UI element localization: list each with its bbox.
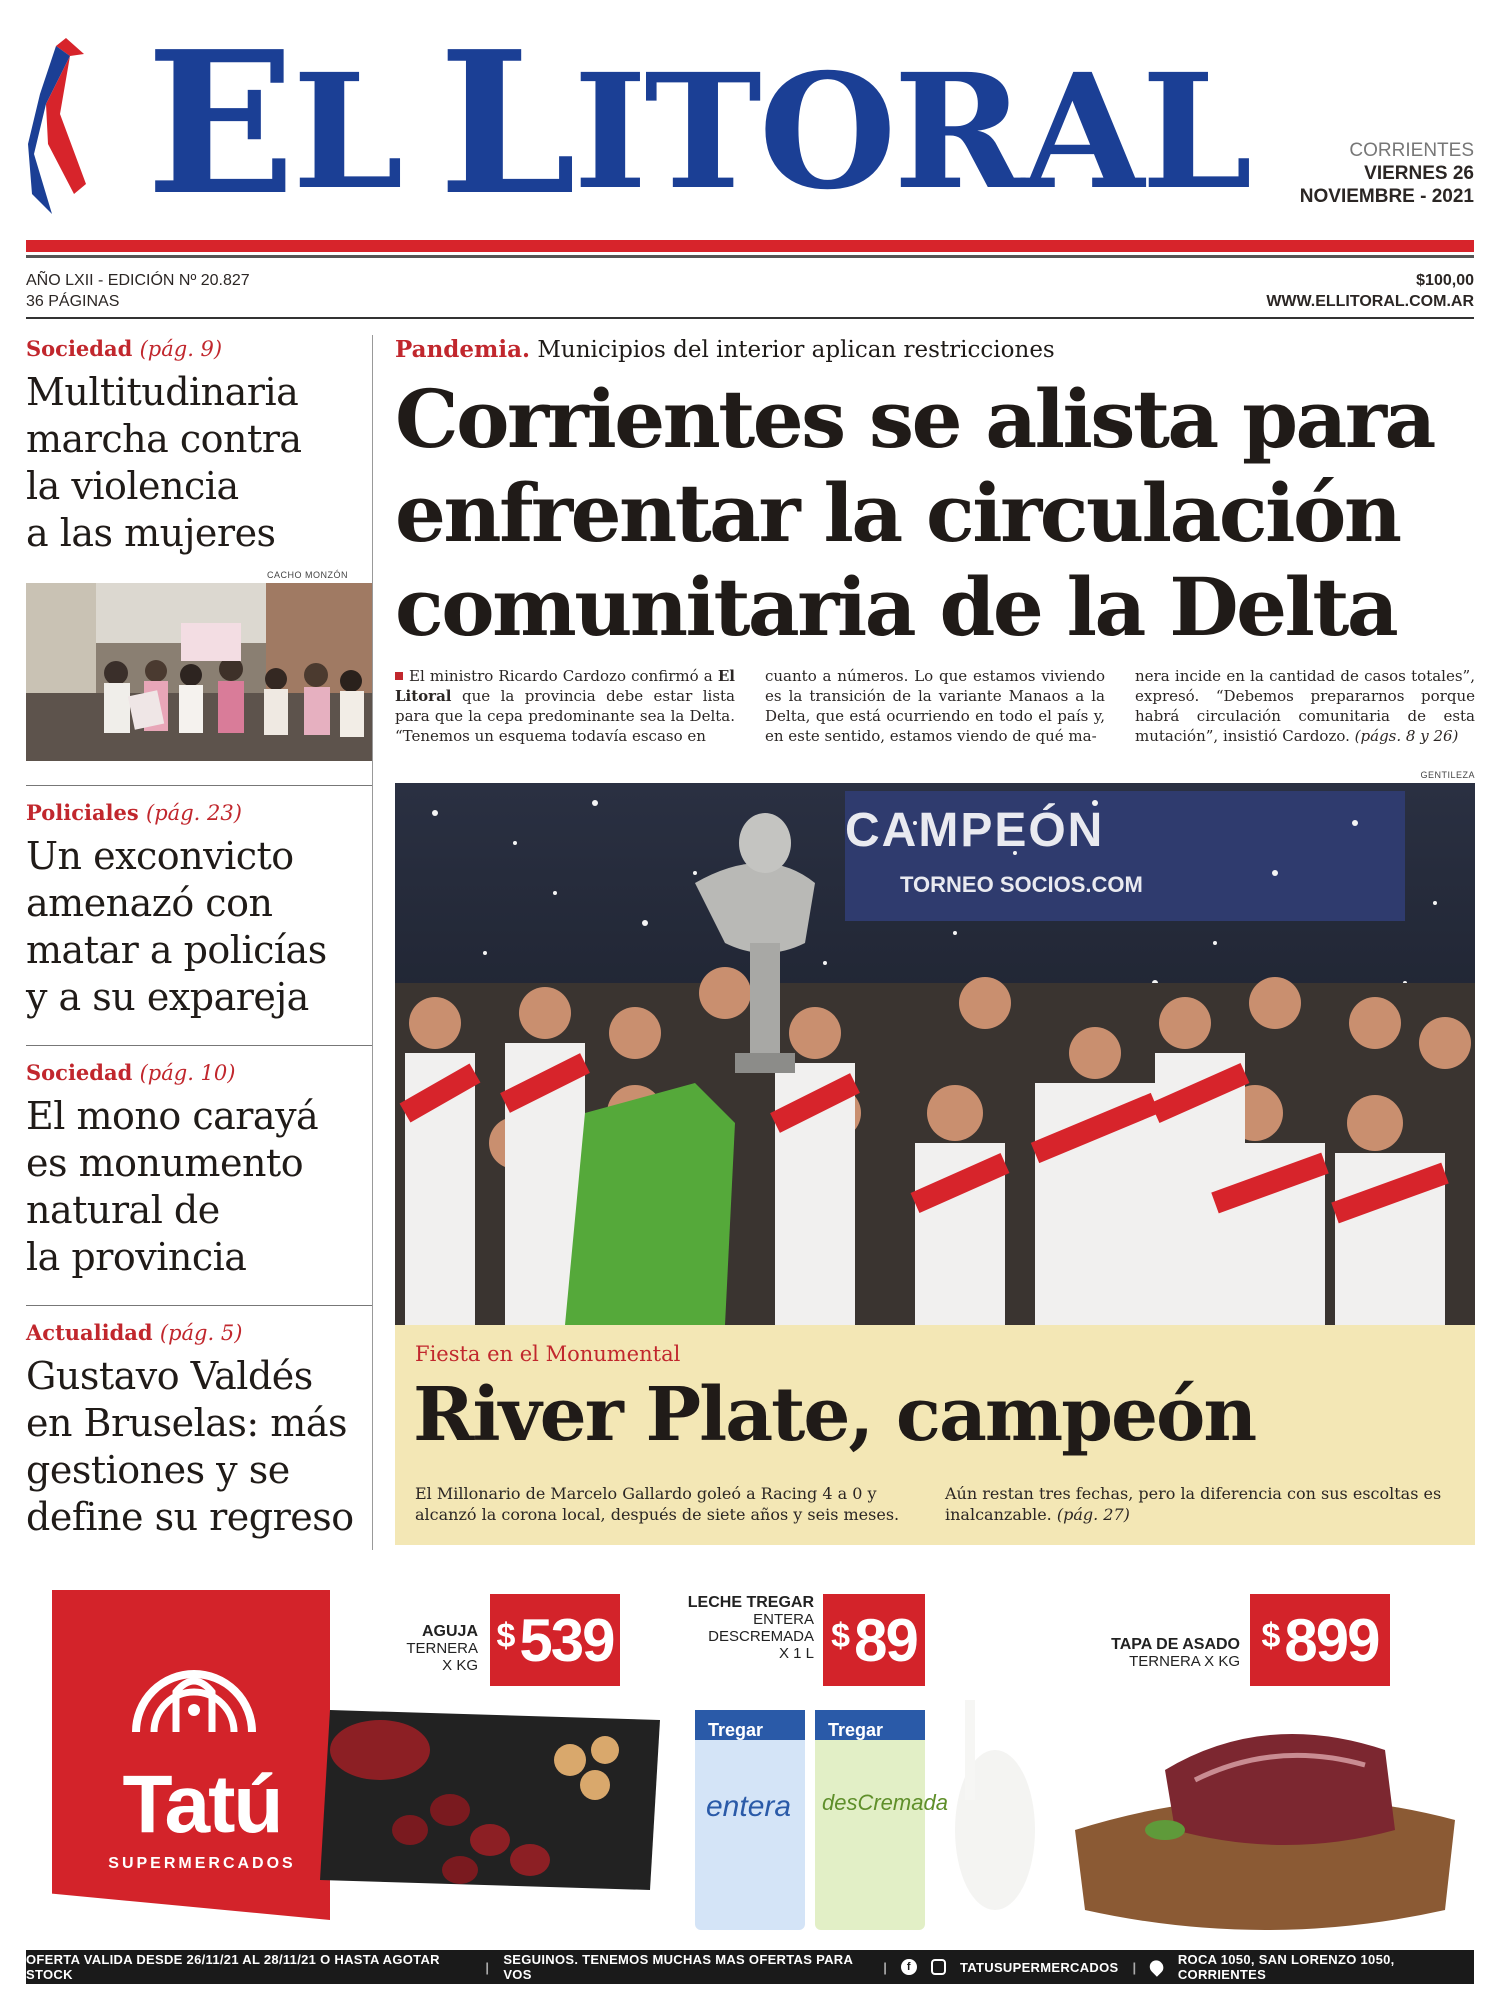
headline-line: en Bruselas: más xyxy=(26,1401,347,1445)
headline-line: gestiones y se xyxy=(26,1448,290,1492)
headline-line: y a su expareja xyxy=(26,975,309,1019)
masthead-title-letter: L xyxy=(438,9,574,239)
header-bottom-rule xyxy=(26,317,1474,319)
price-tag-tapa xyxy=(1250,1594,1390,1686)
offer-validity: OFERTA VALIDA DESDE 26/11/21 AL 28/11/21 O HASTA AGOTAR STOCK xyxy=(26,1952,440,1982)
story-section: Pandemia. xyxy=(395,336,531,363)
masthead-red-rule xyxy=(26,240,1474,252)
body-text: que la provincia debe estar lista para que la cepa predominante sea la Delta. “Tenemos un esquema todavía escaso en xyxy=(395,687,735,745)
headline-line: la provincia xyxy=(26,1235,247,1279)
sidebar-divider xyxy=(26,785,372,786)
dateline-city: CORRIENTES xyxy=(1349,140,1474,161)
cover-price: $100,00 xyxy=(1416,272,1474,289)
sidebar-divider xyxy=(26,1045,372,1046)
price-value: 539 xyxy=(519,1606,614,1674)
beef-cuts-image xyxy=(320,1700,670,1900)
story-section: Actualidad xyxy=(26,1320,153,1345)
dateline-day: VIERNES 26 xyxy=(1364,163,1474,184)
location-pin-icon xyxy=(1147,1957,1166,1976)
ad-footer-band: OFERTA VALIDA DESDE 26/11/21 AL 28/11/21 O HASTA AGOTAR STOCK | SEGUINOS. TENEMOS MUCHAS MAS OFERTAS PARA VOS | f TATUSUPERMERCADOS | ROCA 1050, SAN LORENZO 1050, CORRIENTES xyxy=(26,1950,1474,1984)
story-kicker: Municipios del interior aplican restricciones xyxy=(537,337,1055,363)
body-text: Aún restan tres fechas, pero la diferencia con sus escoltas es inalcanzable. xyxy=(945,1484,1442,1524)
store-address: ROCA 1050, SAN LORENZO 1050, CORRIENTES xyxy=(1177,1952,1395,1982)
page-reference: (págs. 8 y 26) xyxy=(1354,727,1459,745)
asado-board-image xyxy=(1065,1710,1465,1940)
story-page-ref: (pág. 9) xyxy=(139,337,223,361)
story-page-ref: (pág. 23) xyxy=(146,801,242,825)
photo-credit: CACHO MONZÓN xyxy=(267,570,348,580)
armadillo-logo-icon xyxy=(126,1632,262,1742)
story-headline[interactable] xyxy=(26,369,386,557)
product-detail: ENTERA xyxy=(753,1611,814,1628)
price-currency: $ xyxy=(496,1616,516,1655)
river-celebration-photo[interactable] xyxy=(395,783,1475,1325)
masthead-title[interactable] xyxy=(146,9,1250,239)
product-detail: X 1 L xyxy=(778,1645,814,1662)
main-story-headline[interactable] xyxy=(395,372,1485,654)
facebook-icon[interactable]: f xyxy=(901,1959,916,1975)
story-headline[interactable] xyxy=(26,833,386,1021)
el-litoral-logo-icon xyxy=(26,34,88,218)
price-currency: $ xyxy=(831,1616,851,1655)
page-count: 36 PÁGINAS xyxy=(26,293,120,310)
headline-line: marcha contra xyxy=(26,417,302,461)
river-story-headline[interactable]: River Plate, campeón xyxy=(413,1372,1256,1458)
headline-line: Multitudinaria xyxy=(26,370,299,414)
product-name: TAPA DE ASADO xyxy=(1111,1636,1240,1653)
story-headline[interactable] xyxy=(26,1093,386,1281)
river-story-body-right xyxy=(945,1483,1455,1525)
newspaper-name: El Litoral xyxy=(395,667,735,705)
website-link[interactable]: WWW.ELLITORAL.COM.AR xyxy=(1266,293,1474,310)
story-section: Sociedad xyxy=(26,1060,133,1085)
headline-line: Corrientes se alista para xyxy=(395,372,1434,466)
photo-credit: GENTILEZA xyxy=(1420,770,1475,780)
stadium-banner-text: CAMPEÓN xyxy=(845,804,1105,857)
headline-line: la violencia xyxy=(26,464,239,508)
masthead-title-letter: ITORAL xyxy=(573,40,1250,225)
sidebar-story-march[interactable] xyxy=(26,336,386,557)
product-detail: DESCREMADA xyxy=(708,1628,814,1645)
story-page-ref: (pág. 10) xyxy=(139,1061,236,1085)
masthead-gray-rule xyxy=(26,255,1474,258)
sidebar-divider xyxy=(26,1305,372,1306)
milk-box-type: entera xyxy=(706,1790,792,1823)
sidebar-story-policiales[interactable] xyxy=(26,800,386,1021)
tatu-brand-name: Tatú xyxy=(122,1759,282,1850)
sidebar-story-mono[interactable] xyxy=(26,1060,386,1281)
edition-number: AÑO LXII - EDICIÓN Nº 20.827 xyxy=(26,272,250,289)
product-label-aguja xyxy=(378,1623,478,1674)
headline-line: es monumento xyxy=(26,1141,304,1185)
price-currency: $ xyxy=(1261,1616,1281,1655)
edition-info xyxy=(26,270,250,312)
body-column xyxy=(1135,666,1475,746)
instagram-icon[interactable] xyxy=(931,1959,947,1975)
headline-line: amenazó con xyxy=(26,881,273,925)
product-label-leche xyxy=(684,1594,814,1662)
story-kicker: Fiesta en el Monumental xyxy=(415,1342,681,1366)
milk-box-brand: Tregar xyxy=(828,1720,884,1740)
headline-line: El mono carayá xyxy=(26,1094,319,1138)
story-section: Policiales xyxy=(26,800,139,825)
masthead-title-letter: L xyxy=(292,40,401,225)
headline-line: matar a policías xyxy=(26,928,327,972)
headline-line: enfrentar la circulación xyxy=(395,466,1400,560)
tatu-brand-subtitle: SUPERMERCADOS xyxy=(108,1855,296,1872)
march-photo[interactable] xyxy=(26,583,372,761)
story-section: Sociedad xyxy=(26,336,133,361)
river-story-body-left: El Millonario de Marcelo Gallardo goleó a Racing 4 a 0 y alcanzó la corona local, después de siete años y seis meses. xyxy=(415,1484,900,1524)
story-headline[interactable] xyxy=(26,1353,386,1541)
headline-line: Gustavo Valdés xyxy=(26,1354,313,1398)
body-text: nera incide en la cantidad de casos totales”, expresó. “Debemos prepararnos porque habrá circulación comunitaria de esta mutación”, insistió Cardozo. xyxy=(1135,667,1475,745)
headline-line: define su regreso xyxy=(26,1495,354,1539)
product-name: LECHE TREGAR xyxy=(687,1594,814,1611)
main-story-body xyxy=(395,666,1475,746)
headline-line: Un exconvicto xyxy=(26,834,294,878)
social-handle[interactable]: TATUSUPERMERCADOS xyxy=(960,1959,1119,1975)
price-value: 89 xyxy=(854,1606,917,1674)
milk-box-type: desCremada xyxy=(822,1790,948,1815)
story-page-ref: (pág. 5) xyxy=(159,1321,243,1345)
price-info xyxy=(1266,270,1474,312)
stadium-banner-subtext: TORNEO SOCIOS.COM xyxy=(900,872,1143,897)
masthead-title-letter: E xyxy=(146,9,293,239)
product-detail: TERNERA xyxy=(406,1640,478,1657)
milk-box-brand: Tregar xyxy=(708,1720,764,1740)
dateline xyxy=(1300,139,1474,208)
price-tag-aguja xyxy=(490,1594,620,1686)
product-detail: X KG xyxy=(442,1657,478,1674)
product-detail: TERNERA X KG xyxy=(1129,1653,1240,1670)
body-text: El ministro Ricardo Cardozo confirmó a xyxy=(409,667,718,685)
main-story-kicker xyxy=(395,336,1055,363)
product-label-tapa xyxy=(1090,1636,1240,1670)
headline-line: comunitaria de la Delta xyxy=(395,560,1397,654)
product-name: AGUJA xyxy=(421,1623,478,1640)
headline-line: a las mujeres xyxy=(26,511,276,555)
body-column: cuanto a números. Lo que estamos viviendo es la transición de la variante Manaos a la Delta, que está ocurriendo en todo el país y, en este sentido, estamos viendo de qué ma- xyxy=(765,667,1105,745)
price-value: 899 xyxy=(1284,1606,1379,1674)
more-offers-text: SEGUINOS. TENEMOS MUCHAS MAS OFERTAS PARA VOS xyxy=(503,1952,853,1982)
body-column xyxy=(395,666,735,746)
page-reference: (pág. 27) xyxy=(1056,1505,1130,1524)
headline-line: natural de xyxy=(26,1188,220,1232)
sidebar-story-valdes[interactable] xyxy=(26,1320,386,1541)
dateline-month-year: NOVIEMBRE - 2021 xyxy=(1299,186,1474,207)
price-tag-leche xyxy=(823,1594,925,1686)
bullet-icon xyxy=(395,672,403,680)
